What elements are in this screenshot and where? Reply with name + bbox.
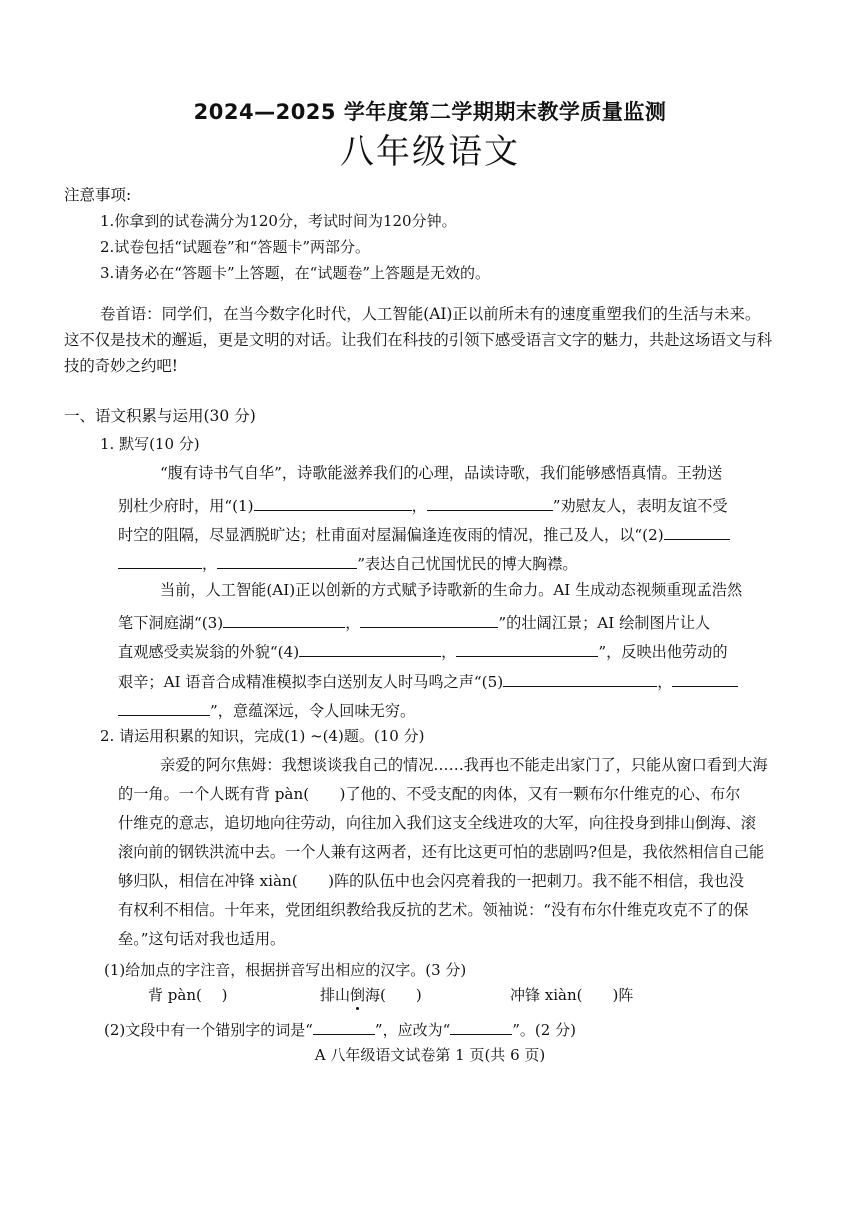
letter-line: 亲爱的阿尔焦姆：我想谈谈我自己的情况……我再也不能走出家门了，只能从窗口看到大海 [160, 756, 768, 774]
q1-line [118, 641, 728, 660]
q1-text: “腹有诗书气自华”，诗歌能滋养我们的心理，品读诗歌，我们能够感悟真情。王勃送 [160, 464, 723, 482]
answer-blank-3a[interactable] [223, 612, 345, 628]
q1-text: 当前，人工智能(AI)正以创新的方式赋予诗歌新的生命力。AI 生成动态视频重现孟浩然 [160, 581, 743, 599]
section-heading: 一、语文积累与运用(30 分) [64, 407, 256, 425]
q1-line [118, 524, 730, 543]
letter-line: 什维克的意志，追切地向往劳动，向往加入我们这支全线进攻的大军，向往投身到排山倒海、滚 [118, 814, 756, 832]
question-heading: 2. 请运用积累的知识，完成(1) ~(4)题。(10 分) [100, 727, 425, 745]
q1-text: ， [657, 673, 673, 691]
notice-heading: 注意事项: [64, 186, 132, 204]
letter-line: 有权利不相信。十年来，党团组织教给我反抗的艺术。领袖说：“没有布尔什维克攻克不了的保 [118, 901, 749, 919]
q1-text: ”，意蕴深远，令人回味无穷。 [210, 702, 416, 720]
q1-line [118, 671, 738, 690]
answer-blank-2b[interactable] [217, 553, 357, 569]
letter-line: 滚向前的钢铁洪流中去。一个人兼有这两者，还有比这更可怕的悲剧吗?但是，我依然相信自己能 [118, 843, 765, 861]
letter-line: 垒。”这句话对我也适用。 [118, 930, 286, 948]
question-heading: 1. 默写(10 分) [100, 435, 200, 453]
preface-line: 卷首语：同学们，在当今数字化时代，人工智能(AI)正以前所未有的速度重塑我们的生活与未来。 [100, 305, 761, 323]
answer-blank-3b[interactable] [360, 612, 498, 628]
answer-blank-2a[interactable] [664, 524, 730, 540]
page-footer: A 八年级语文试卷第 1 页(共 6 页) [314, 1046, 546, 1064]
q1-text: ”的壮阔江景；AI 绘制图片让人 [498, 614, 711, 632]
subquestion-1-item: 冲锋 xiàn( )阵 [510, 986, 634, 1004]
answer-blank-1b[interactable] [427, 495, 553, 511]
notice-item: 1.你拿到的试卷满分为120分，考试时间为120分钟。 [100, 212, 457, 230]
q1-text: 笔下洞庭湖“(3) [118, 614, 224, 632]
answer-blank-4a[interactable] [299, 641, 441, 657]
answer-blank-5b[interactable] [672, 671, 738, 687]
subquestion-1: (1)给加点的字注音，根据拼音写出相应的汉字。(3 分) [104, 961, 467, 979]
q1-line [118, 700, 415, 719]
answer-blank-2a-cont[interactable] [118, 553, 202, 569]
q1-text: ， [202, 555, 218, 573]
q1-text: ， [345, 614, 361, 632]
answer-blank-1a[interactable] [254, 495, 412, 511]
subquestion-1-item: 背 pàn( ) [148, 986, 228, 1004]
answer-blank-5a[interactable] [503, 671, 657, 687]
preface-line: 这不仅是技术的邂逅，更是文明的对话。让我们在科技的引领下感受语言文字的魅力，共赴这场语文与科 [64, 331, 772, 349]
exam-title: 2024—2025 学年度第二学期期末教学质量监测 [193, 100, 667, 124]
preface-line: 技的奇妙之约吧! [64, 357, 178, 375]
dotted-char: 倒 [350, 986, 366, 1004]
exam-subject: 八年级语文 [340, 132, 520, 172]
answer-blank-5b-cont[interactable] [118, 700, 210, 716]
subquestion-2: (2)文段中有一个错别字的词是“ ”，应改为“ ”。(2 分) [104, 1021, 576, 1039]
q1-line [118, 612, 710, 631]
q1-line [118, 553, 578, 572]
q1-text: ”劝慰友人，表明友谊不受 [552, 497, 728, 515]
q1-line [118, 495, 728, 514]
q1-text: ”，反映出他劳动的 [598, 643, 728, 661]
notice-item: 3.请务必在“答题卡”上答题，在“试题卷”上答题是无效的。 [100, 264, 490, 282]
q1-text: 直观感受卖炭翁的外貌“(4) [118, 643, 300, 661]
answer-blank-wrong-word[interactable] [313, 1019, 375, 1035]
letter-line: 的一角。一个人既有背 pàn( )了他的、不受支配的肉体，又有一颗布尔什维克的心、布尔 [118, 785, 741, 803]
notice-item: 2.试卷包括“试题卷”和“答题卡”两部分。 [100, 238, 370, 256]
q1-text: ”表达自己忧国忧民的博大胸襟。 [357, 555, 578, 573]
answer-blank-correct-word[interactable] [450, 1019, 512, 1035]
subquestion-1-item: 排山倒海( ) [320, 986, 422, 1004]
letter-line: 够归队，相信在冲锋 xiàn( )阵的队伍中也会闪亮着我的一把刺刀。我不能不相信，我也没 [118, 872, 745, 890]
q1-text: 时空的阻隔，尽显洒脱旷达；杜甫面对屋漏偏逢连夜雨的情况，推己及人，以“(2) [118, 526, 664, 544]
q1-text: 别杜少府时，用“(1) [118, 497, 254, 515]
q1-text: 艰辛；AI 语音合成精准模拟李白送别友人时马鸣之声“(5) [118, 673, 504, 691]
q1-text: ， [411, 497, 427, 515]
q1-text: ， [441, 643, 457, 661]
answer-blank-4b[interactable] [456, 641, 598, 657]
